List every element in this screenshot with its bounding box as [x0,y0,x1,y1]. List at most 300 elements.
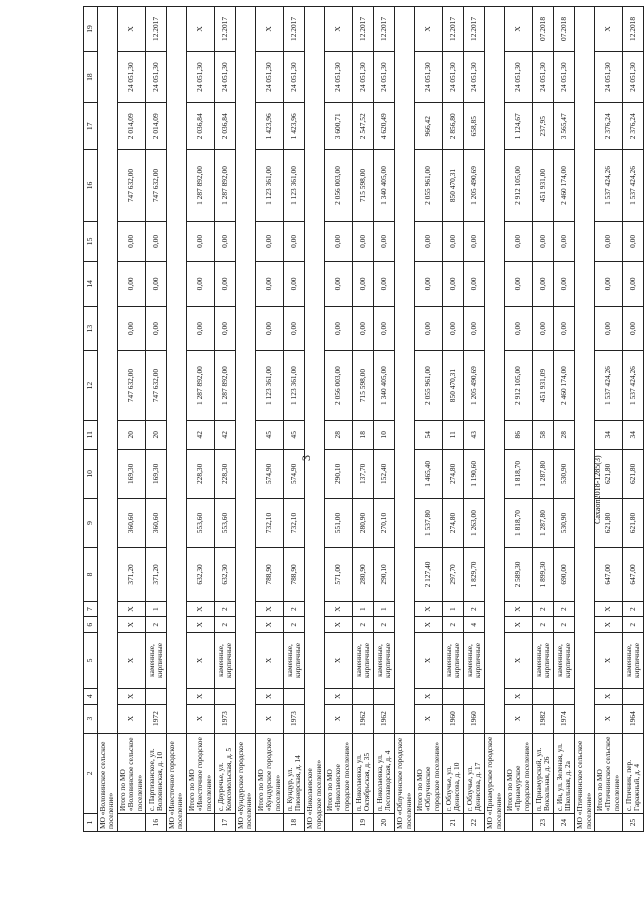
table-cell: Итого по МО «Приамурское городское поселение» [504,733,532,813]
table-cell: Х [595,688,623,704]
table-cell: п. Приамурский, ул. Вокзальная, д. 26 [533,733,554,813]
table-cell: 10 [374,420,395,449]
table-cell: 2 056 003,00 [324,351,352,420]
table-cell: 0,00 [554,221,575,261]
table-cell: 574,90 [255,449,283,498]
table-cell: Х [504,704,532,733]
table-cell: 18 [353,420,374,449]
table-cell: 28 [324,420,352,449]
table-cell: 788,90 [284,548,305,602]
table-cell: 20 [117,420,145,449]
table-cell: 747 632,00 [117,351,145,420]
section-row [305,7,325,832]
table-cell: 732,10 [284,498,305,547]
table-cell: 12.2017 [464,7,485,52]
table-cell: 747 632,00 [146,351,167,420]
table-cell: Х [186,633,214,689]
table-cell: 2 036,84 [186,103,214,150]
table-cell: Х [255,688,283,704]
table-cell: 0,00 [414,262,442,307]
table-cell: 2 547,52 [353,103,374,150]
table-cell: 0,00 [117,306,145,351]
table-cell: 12.2017 [443,7,464,52]
table-cell: п. Николаевка, ул. Лесозаводская, д. 4 [374,733,395,813]
table-cell: Х [414,7,442,52]
table-cell: 0,00 [443,262,464,307]
table-cell: Итого по МО «Николаевское городское поселение» [324,733,352,813]
table-row [146,7,167,832]
table-cell: каменные, кирпичные [443,633,464,689]
table-cell: г. Облучье, ул. Денисова, д. 17 [464,733,485,813]
table-cell [353,688,374,704]
table-cell: Итого по МО «Кундурское городское поселение» [255,733,283,813]
header-row [84,7,98,832]
table-cell: 371,20 [117,548,145,602]
section-empty-cell [98,7,118,734]
table-cell: Х [504,617,532,633]
section-label: МО «Облученское городское поселение» [395,733,415,831]
table-cell: 274,80 [443,498,464,547]
table-cell: 290,10 [324,449,352,498]
table-cell: 2 [146,617,167,633]
table-cell: 0,00 [353,262,374,307]
table-cell: 19 [353,814,374,832]
table-cell: 42 [186,420,214,449]
table-cell: 451 931,00 [533,150,554,222]
table-cell: п. Николаевка, ул. Октябрьская, д. 35 [353,733,374,813]
table-cell [215,688,236,704]
table-cell: 0,00 [324,221,352,261]
table-cell: 732,10 [255,498,283,547]
table-cell: 690,00 [554,548,575,602]
table-row [443,7,464,832]
table-cell: 2 [464,601,485,617]
table-cell: 24 051,30 [186,51,214,102]
table-cell: 1 829,70 [464,548,485,602]
table-cell: 07.2018 [554,7,575,52]
table-body [84,7,644,832]
total-row [504,7,532,832]
table-cell: 24 051,30 [414,51,442,102]
section-empty-cell [575,7,595,734]
table-cell: 360,60 [146,498,167,547]
table-cell [623,688,644,704]
header-cell: 3 [84,704,98,733]
table-cell: Х [186,704,214,733]
total-row [255,7,283,832]
table-cell: 1974 [554,704,575,733]
table-row [623,7,644,832]
header-cell: 15 [84,221,98,261]
table-cell: 715 598,00 [353,351,374,420]
table-cell: Итого по МО «Облученское городское поселение» [414,733,442,813]
table-cell: 621,80 [623,449,644,498]
table-cell: 1 287,80 [533,449,554,498]
table-cell: 1 [443,601,464,617]
table-cell: 0,00 [353,221,374,261]
header-cell: 1 [84,814,98,832]
table-cell: 16 [146,814,167,832]
table-cell [146,688,167,704]
table-cell: 1962 [374,704,395,733]
table-cell: 0,00 [324,306,352,351]
section-row [575,7,595,832]
table-cell: 451 931,09 [533,351,554,420]
table-cell: 1 537 424,26 [623,351,644,420]
table-cell: Х [117,688,145,704]
table-cell: 530,90 [554,498,575,547]
table-cell: 2 460 174,00 [554,351,575,420]
table-cell: каменные, кирпичные [533,633,554,689]
table-cell: 2 [443,617,464,633]
table-cell: 1972 [146,704,167,733]
table-cell: 20 [374,814,395,832]
table-cell: Х [255,704,283,733]
table-cell: 0,00 [414,221,442,261]
table-cell: 24 051,30 [284,51,305,102]
header-cell: 12 [84,351,98,420]
table-cell: 0,00 [353,306,374,351]
table-cell: 24 051,30 [146,51,167,102]
table-cell: 0,00 [533,262,554,307]
table-cell: Итого по МО «Инесточное городское поселение» [186,733,214,813]
table-cell: 2 589,30 [504,548,532,602]
table-cell: 0,00 [186,262,214,307]
table-cell: Х [324,633,352,689]
header-cell: 17 [84,103,98,150]
table-cell: 1 287,80 [533,498,554,547]
table-cell: 0,00 [554,306,575,351]
table-cell: 12.2017 [374,7,395,52]
table-cell: 1964 [623,704,644,733]
table-cell: Х [117,617,145,633]
section-label: МО «Николаевское городское поселение» [305,733,325,831]
table-cell: 0,00 [533,221,554,261]
table-cell: 621,80 [623,498,644,547]
table-cell: 2 014,09 [146,103,167,150]
table-cell: 2 036,84 [215,103,236,150]
table-cell: каменные, кирпичные [554,633,575,689]
table-cell: 1960 [464,704,485,733]
table-cell: Х [504,601,532,617]
table-cell: 22 [464,814,485,832]
table-cell: 1 899,30 [533,548,554,602]
table-cell: 2 856,80 [443,103,464,150]
table-cell: 2 [284,601,305,617]
section-row [167,7,187,832]
table-cell: Х [324,601,352,617]
table-cell: Х [324,7,352,52]
table-cell: каменные, кирпичные [215,633,236,689]
table-cell: 24 051,30 [324,51,352,102]
table-cell: Х [414,601,442,617]
section-row [395,7,415,832]
header-cell: 16 [84,150,98,222]
header-cell: 9 [84,498,98,547]
table-cell [324,814,352,832]
table-cell: Х [255,601,283,617]
table-cell: 12.2017 [146,7,167,52]
table-cell: Х [414,704,442,733]
table-cell: 0,00 [504,306,532,351]
table-cell: каменные, кирпичные [284,633,305,689]
table-cell: 0,00 [186,221,214,261]
table-cell: 58 [533,420,554,449]
document-reference: Сахаоп2018-1285(3) [593,455,602,524]
table-cell: п. Кундур, ул. Пионерская, д. 14 [284,733,305,813]
table-row [374,7,395,832]
table-cell [414,814,442,832]
table-cell: 0,00 [117,221,145,261]
table-cell: 571,00 [324,548,352,602]
table-cell: 0,00 [215,221,236,261]
table-cell: 169,30 [117,449,145,498]
table-cell: 3 565,47 [554,103,575,150]
table-cell: 2 055 961,00 [414,351,442,420]
table-cell: Х [186,617,214,633]
table-cell: 1 205 490,69 [464,150,485,222]
header-cell: 2 [84,733,98,813]
table-cell: 24 051,30 [464,51,485,102]
table-cell: 1 [353,601,374,617]
table-cell: 2 127,40 [414,548,442,602]
table-cell: 54 [414,420,442,449]
table-row [554,7,575,832]
table-cell: 0,00 [374,306,395,351]
table-cell: 0,00 [255,306,283,351]
table-cell: 2 [353,617,374,633]
table-cell: 24 051,30 [623,51,644,102]
table-cell: г. Облучье, ул. Денисова, д. 10 [443,733,464,813]
table-cell: Х [255,617,283,633]
table-cell: Х [324,617,352,633]
table-cell: 0,00 [146,221,167,261]
table-cell: 966,42 [414,103,442,150]
table-row [353,7,374,832]
table-cell [554,688,575,704]
table-cell: 237,95 [533,103,554,150]
table-cell: 4 620,49 [374,103,395,150]
table-cell: Х [595,601,623,617]
table-row [215,7,236,832]
table-cell: 274,80 [443,449,464,498]
table-cell: 621,80 [595,498,623,547]
table-cell: 2 [533,601,554,617]
table-cell: 1 537 424,26 [595,351,623,420]
table-cell: 228,30 [186,449,214,498]
table-cell: 34 [595,420,623,449]
table-cell: 23 [533,814,554,832]
table-cell: 45 [255,420,283,449]
total-row [117,7,145,832]
table-cell: 21 [443,814,464,832]
table-cell: каменные, кирпичные [464,633,485,689]
table-cell: 0,00 [623,221,644,261]
section-label: МО «Инесточное городское поселение» [167,733,187,831]
header-cell: 5 [84,633,98,689]
table-cell: 270,10 [374,498,395,547]
table-cell: 1 123 361,00 [284,150,305,222]
table-cell: 2 [215,617,236,633]
table-cell: 24 [554,814,575,832]
table-cell: 152,40 [374,449,395,498]
header-cell: 11 [84,420,98,449]
table-cell: 228,30 [215,449,236,498]
table-cell: 1 423,96 [284,103,305,150]
table-cell: Х [186,601,214,617]
table-cell: Х [255,633,283,689]
table-cell: 1 123 361,00 [284,351,305,420]
table-cell [374,688,395,704]
table-cell: 360,60 [117,498,145,547]
section-label: МО «Птичнинское сельское поселение» [575,733,595,831]
header-cell: 6 [84,617,98,633]
table-cell: каменные, кирпичные [623,633,644,689]
table-cell: 2 912 105,00 [504,150,532,222]
table-cell: 0,00 [595,221,623,261]
table-cell: 24 051,30 [554,51,575,102]
table-cell: 0,00 [186,306,214,351]
table-cell: 1 537 424,26 [623,150,644,222]
housing-table [83,6,644,832]
table-cell: 0,00 [595,262,623,307]
table-cell: 647,00 [623,548,644,602]
table-cell: Х [414,688,442,704]
section-row [485,7,505,832]
table-cell: 747 632,00 [117,150,145,222]
table-cell: 1 287 892,00 [186,351,214,420]
header-cell: 4 [84,688,98,704]
total-row [324,7,352,832]
table-cell: 2 [623,617,644,633]
table-cell: 0,00 [443,221,464,261]
table-cell: 3 600,71 [324,103,352,150]
table-cell: 1960 [443,704,464,733]
table-cell: 0,00 [117,262,145,307]
table-cell: 1 537,80 [414,498,442,547]
table-cell: 1 263,00 [464,498,485,547]
table-cell: 4 [464,617,485,633]
table-cell: 715 598,00 [353,150,374,222]
table-cell: 290,10 [374,548,395,602]
table-cell: с. Двуречье, ул. Комсомольская, д. 5 [215,733,236,813]
table-cell: 0,00 [533,306,554,351]
table-cell: Х [117,601,145,617]
table-cell: 2 376,24 [623,103,644,150]
table-cell: Х [117,633,145,689]
table-cell: 24 051,30 [595,51,623,102]
table-cell: 1 287 892,00 [215,150,236,222]
table-cell: каменные, кирпичные [353,633,374,689]
table-cell: 0,00 [554,262,575,307]
header-cell: 19 [84,7,98,52]
table-cell: 0,00 [595,306,623,351]
table-cell: 0,00 [146,262,167,307]
table-cell: с. Партизанское, ул. Воловинская, д. 10 [146,733,167,813]
table-cell: 0,00 [504,221,532,261]
table-cell: Х [117,704,145,733]
table-cell: 632,30 [215,548,236,602]
table-cell: 0,00 [374,221,395,261]
table-cell [533,688,554,704]
table-cell: 1 [146,601,167,617]
table-cell: 12.2017 [215,7,236,52]
table-cell: Х [595,7,623,52]
table-cell [117,814,145,832]
table-cell: 2 912 105,00 [504,351,532,420]
table-cell: 2 055 961,00 [414,150,442,222]
section-row [236,7,256,832]
table-cell: Х [504,633,532,689]
section-label: МО «Воловинское сельское поселение» [98,733,118,831]
table-cell: 28 [554,420,575,449]
total-row [595,7,623,832]
total-row [414,7,442,832]
table-cell: 1 123 361,00 [255,351,283,420]
table-cell: 169,30 [146,449,167,498]
section-empty-cell [395,7,415,734]
table-cell: 1 340 405,00 [374,150,395,222]
table-cell: 1973 [284,704,305,733]
table-cell: 0,00 [414,306,442,351]
header-cell: 13 [84,306,98,351]
table-cell: 297,70 [443,548,464,602]
table-cell: Х [255,7,283,52]
header-cell: 18 [84,51,98,102]
header-cell: 7 [84,601,98,617]
table-cell: 24 051,30 [215,51,236,102]
table-cell: Х [186,7,214,52]
table-cell: 1973 [215,704,236,733]
table-cell: 1 537 424,26 [595,150,623,222]
table-cell: 0,00 [215,262,236,307]
table-cell: 137,70 [353,449,374,498]
table-cell: 621,80 [595,449,623,498]
section-label: МО «Приамурское городское поселение» [485,733,505,831]
table-cell: 0,00 [443,306,464,351]
table-cell: 24 051,30 [504,51,532,102]
table-cell: 2 376,24 [595,103,623,150]
table-cell: 850 470,31 [443,351,464,420]
table-cell: 24 051,30 [353,51,374,102]
table-cell: 0,00 [284,221,305,261]
table-cell: 0,00 [284,306,305,351]
table-cell: 574,90 [284,449,305,498]
header-cell: 14 [84,262,98,307]
section-empty-cell [236,7,256,734]
table-cell: 0,00 [623,262,644,307]
table-cell: 0,00 [504,262,532,307]
section-empty-cell [305,7,325,734]
table-cell: 1 124,67 [504,103,532,150]
table-cell: 24 051,30 [443,51,464,102]
table-cell: 34 [623,420,644,449]
table-row [284,7,305,832]
table-cell: 1 205 490,69 [464,351,485,420]
table-cell: 12.2017 [353,7,374,52]
table-cell: 0,00 [464,306,485,351]
table-cell: 553,60 [215,498,236,547]
table-cell: 1 340 405,00 [374,351,395,420]
table-cell: 2 [623,601,644,617]
table-cell [504,814,532,832]
table-cell: 2 [554,617,575,633]
table-cell: Х [324,704,352,733]
table-cell: 24 051,30 [533,51,554,102]
table-cell: Х [504,688,532,704]
table-cell: 1 818,70 [504,498,532,547]
table-cell: 1 818,70 [504,449,532,498]
